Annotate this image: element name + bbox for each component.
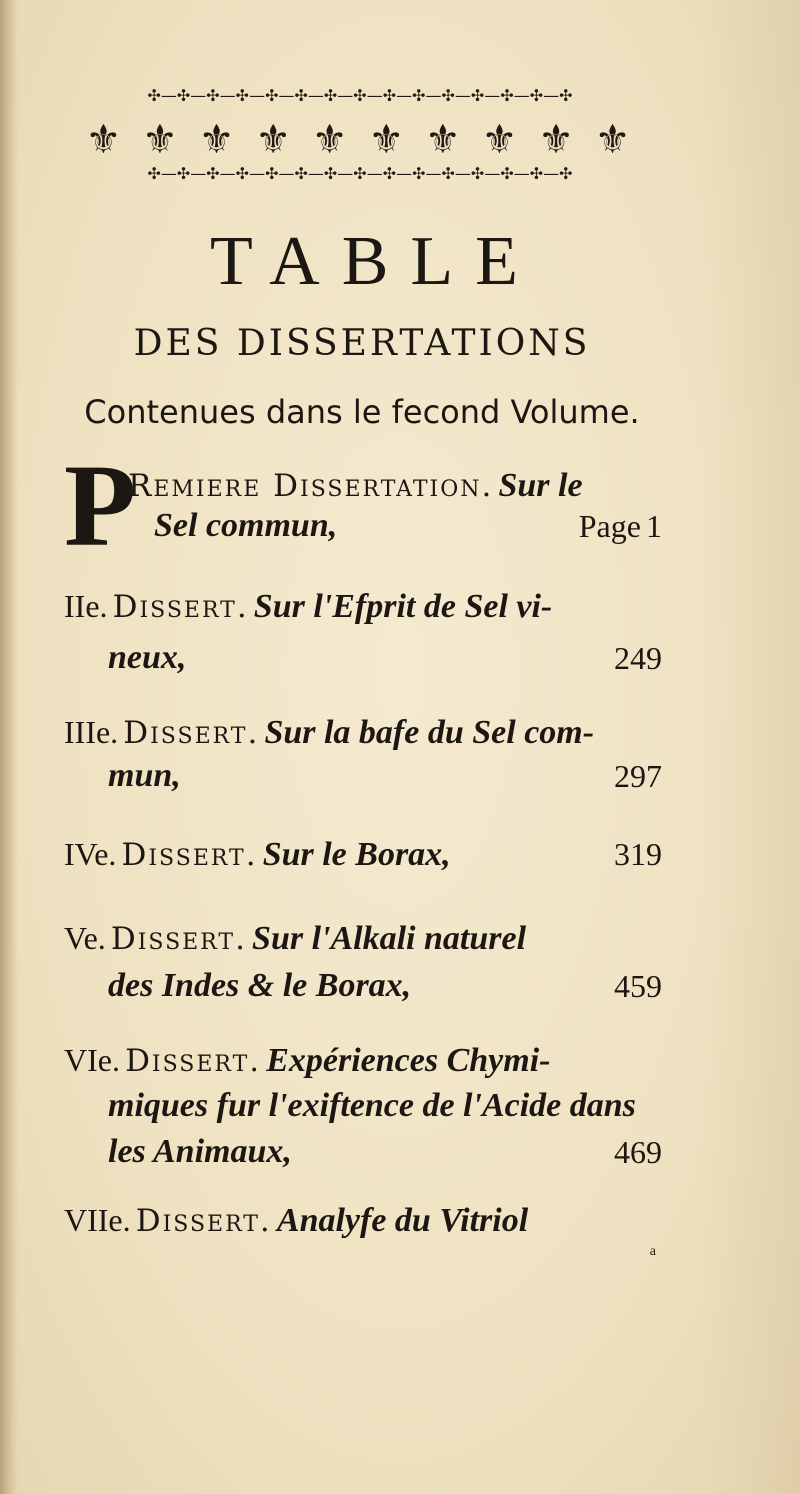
entry-ordinal: IVe. <box>64 836 117 872</box>
toc-entry-1 <box>128 466 583 511</box>
entry-label: Dissert. <box>125 1043 262 1079</box>
entry-label: Remiere Dissertation. <box>128 468 494 504</box>
toc-entry-7 <box>64 1200 528 1246</box>
entry-title: Sur l'Alkali naturel <box>252 920 527 957</box>
page-word: Page <box>578 508 641 544</box>
entry-ordinal: VIe. <box>64 1042 120 1078</box>
entry-page-ref <box>614 834 662 880</box>
entry-ordinal: IIe. <box>64 588 108 624</box>
toc-entry-5-cont <box>108 966 411 1011</box>
entry-title: Sur le Borax, <box>262 836 451 873</box>
entry-title: Sur la bafe du Sel com- <box>264 714 595 751</box>
entry-title: miques fur l'exiftence de l'Acide dans <box>108 1087 636 1124</box>
ornament-top-band: ✣—✣—✣—✣—✣—✣—✣—✣—✣—✣—✣—✣—✣—✣—✣ <box>147 86 573 105</box>
entry-title: mun, <box>108 757 181 794</box>
entry-page-ref <box>614 1132 662 1178</box>
page-number: 469 <box>614 1134 662 1170</box>
entry-title: neux, <box>108 639 187 676</box>
page-number: 249 <box>614 640 662 676</box>
ornament-bottom-band: ✣—✣—✣—✣—✣—✣—✣—✣—✣—✣—✣—✣—✣—✣—✣ <box>147 164 573 183</box>
toc-entry-6 <box>64 1040 551 1086</box>
entry-title: des Indes & le Borax, <box>108 967 412 1004</box>
drop-cap-letter: P <box>64 440 137 571</box>
toc-entry-6-cont2 <box>108 1132 292 1177</box>
entry-page-ref <box>614 966 662 1012</box>
entry-ordinal: Ve. <box>64 920 106 956</box>
page-title: TABLE <box>210 223 540 300</box>
page-caption: Contenues dans le fecond Volume. <box>84 393 640 431</box>
entry-ordinal: VIIe. <box>64 1202 131 1238</box>
toc-entry-6-cont <box>108 1086 636 1131</box>
entry-label: Dissert. <box>121 837 258 873</box>
entry-page-ref <box>614 756 662 802</box>
toc-entry-2-cont <box>108 638 186 683</box>
page-subtitle: DES DISSERTATIONS <box>133 323 591 364</box>
entry-title: Sel commun, <box>154 507 338 544</box>
entry-label: Dissert. <box>135 1203 272 1239</box>
page-number: 297 <box>614 758 662 794</box>
entry-title: Expériences Chymi- <box>266 1042 551 1079</box>
entry-title: Sur le <box>498 467 583 504</box>
entry-page-ref <box>614 638 662 684</box>
signature-mark: a <box>649 1244 656 1259</box>
entry-label: Dissert. <box>123 715 260 751</box>
page-number: 319 <box>614 836 662 872</box>
entry-label: Dissert. <box>112 589 249 625</box>
entry-title: les Animaux, <box>108 1133 292 1170</box>
page-number: 459 <box>614 968 662 1004</box>
toc-entry-3 <box>64 712 594 758</box>
entry-title: Analyfe du Vitriol <box>276 1202 529 1239</box>
toc-entry-5 <box>64 918 526 964</box>
entry-page-ref <box>579 506 662 552</box>
toc-entry-2 <box>64 586 552 632</box>
toc-entry-1-cont <box>154 506 337 551</box>
entry-title: Sur l'Efprit de Sel vi- <box>253 588 553 625</box>
page-number: 1 <box>646 508 662 544</box>
entry-label: Dissert. <box>110 921 247 957</box>
entry-ordinal: IIIe. <box>64 714 119 750</box>
toc-entry-3-cont <box>108 756 181 801</box>
ornament-fleuron-row: ⚜ ⚜ ⚜ ⚜ ⚜ ⚜ ⚜ ⚜ ⚜ ⚜ <box>85 117 635 163</box>
toc-entry-4 <box>64 834 451 880</box>
